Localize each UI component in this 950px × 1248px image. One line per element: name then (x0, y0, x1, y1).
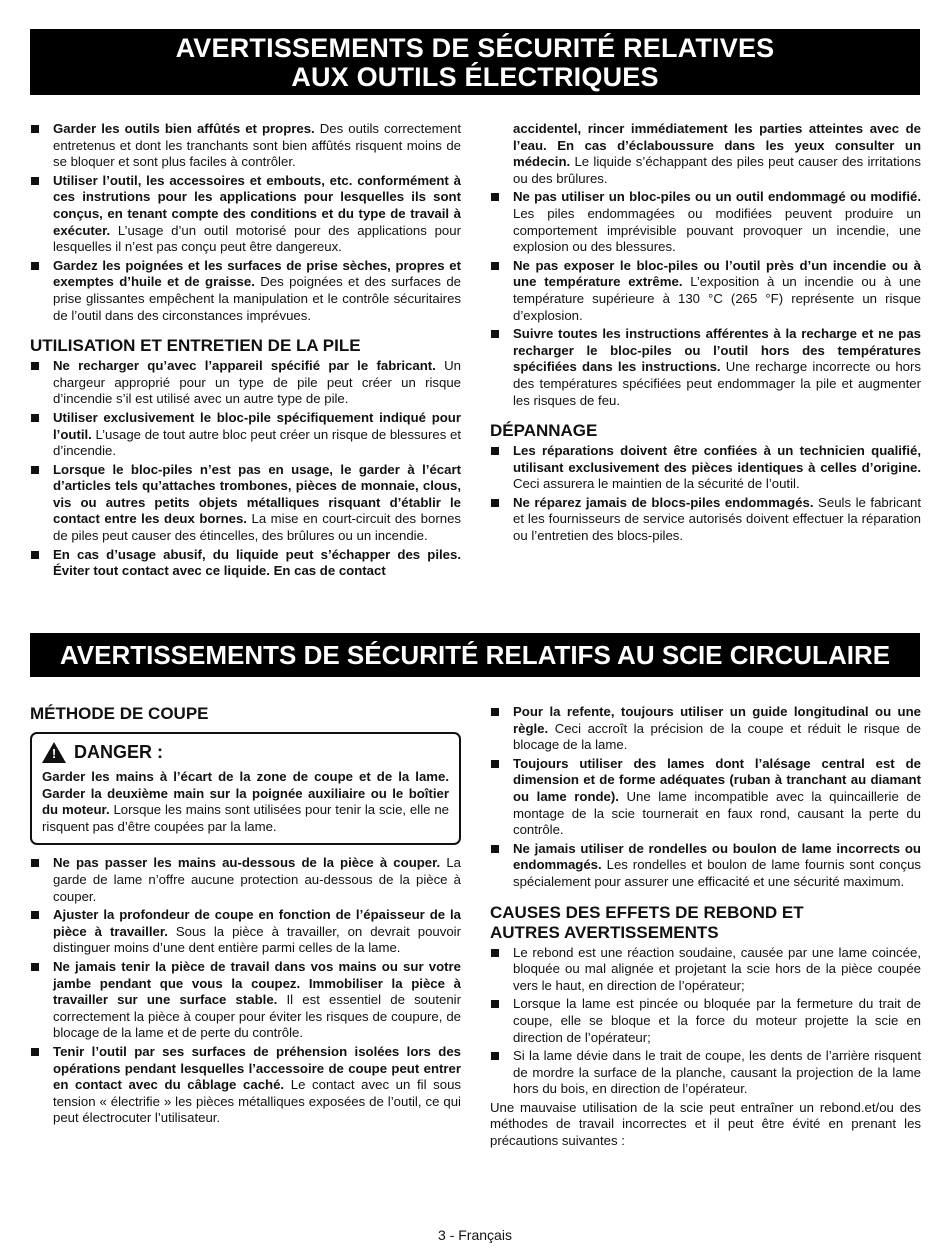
item-bold: Ne pas exposer le bloc-piles ou l’outil près d’un incendie ou à une température extrême. (513, 257, 921, 290)
item-bold: Gardez les poignées et les surfaces de prise sèches, propres et exemptes d’huile et de graisse. (53, 257, 461, 290)
danger-title: DANGER : (74, 742, 163, 763)
bullet-icon (31, 362, 39, 370)
bullet-icon (491, 760, 499, 768)
item-bold: Utiliser exclusivement le bloc-pile spécifiquement indiqué pour l’outil. (53, 409, 461, 442)
bullet-icon (31, 911, 39, 919)
item-text: Un chargeur approprié pour un type de pile peut créer un risque d’incendie s’il est utilisé avec un autre type de pile. (53, 358, 461, 407)
list-item (490, 756, 921, 839)
item-text: La garde de lame n’offre aucune protection au-dessous de la pièce à couper. (53, 855, 461, 904)
bullet-icon (491, 1052, 499, 1060)
list-item (30, 121, 461, 171)
item-bold: Utiliser l’outil, les accessoires et embouts, etc. conformément à ces instrutions pour les applications pour lesquelles ils sont conçus, en tenant compte des conditions et du type de travail à exécuter. (53, 172, 461, 238)
list-item (30, 907, 461, 957)
item-bold: Ne jamais tenir la pièce de travail dans vos mains ou sur votre jambe pendant que vous la coupez. Immobiliser la pièce à travailler sur une surface stable. (53, 958, 461, 1008)
item-text: L’exposition à un incendie ou à une température supérieure à 130 °C (265 °F) représente un risque d’explosion. (513, 274, 921, 323)
item-text: L’usage d’un outil motorisé pour des applications pour lesquelles il n’est pas conçu peut être dangereux. (53, 222, 461, 255)
item-bold: Ne réparez jamais de blocs-piles endommagés. (513, 494, 814, 510)
list-item (490, 258, 921, 324)
section-banner-circular-saw: AVERTISSEMENTS DE SÉCURITÉ RELATIFS AU SCIE CIRCULAIRE (30, 633, 920, 677)
column-right-2 (490, 704, 921, 1150)
bullet-icon (31, 125, 39, 133)
bullet-icon (31, 466, 39, 474)
item-text: Les piles endommagées ou modifiées peuvent produire un comportement imprévisible pouvant provoquer un incendie, une explosion ou des blessures. (513, 205, 921, 255)
item-text: Ceci assurera le maintien de la sécurité de l’outil. (513, 476, 800, 492)
list-item (30, 959, 461, 1042)
item-text: Les rondelles et boulon de lame fournis sont conçus spécialement pour assurer une efficacité et une sécurité maximum. (513, 857, 921, 889)
item-bold: Tenir l’outil par ses surfaces de préhension isolées lors des opérations pendant lesquelles l’accessoire de coupe peut entrer en contact avec du câblage caché. (53, 1043, 461, 1093)
bullet-icon (31, 859, 39, 867)
item-bold: Ne pas utiliser un bloc-piles ou un outil endommagé ou modifié. (513, 189, 921, 205)
page-footer: 3 - Français (438, 1227, 512, 1243)
heading-rebond (490, 903, 921, 943)
bullet-icon (31, 1048, 39, 1056)
danger-bold: Garder les mains à l’écart de la zone de coupe et de la lame. Garder la deuxième main sur la poignée auxiliaire ou le boîtier du moteur. (42, 769, 449, 818)
bullet-icon (491, 1000, 499, 1008)
rebond-paragraph: Une mauvaise utilisation de la scie peut entraîner un rebond.et/ou des méthodes de travail incorrectes et il peut être évité en prenant les précautions suivantes : (490, 1099, 921, 1149)
bullet-icon (491, 447, 499, 455)
heading-pile: UTILISATION ET ENTRETIEN DE LA PILE (30, 336, 361, 356)
item-text: Le contact avec un fil sous tension « électrifie » les pièces métalliques exposées de l’outil, ce qui peut électrocuter l’utilisateur. (53, 1077, 461, 1126)
item-text: La mise en court-circuit des bornes de piles peut causer des étincelles, des brûlures ou un incendie. (53, 511, 461, 544)
bullet-icon (31, 177, 39, 185)
bullet-icon (491, 708, 499, 716)
section-banner-power-tools (30, 29, 920, 95)
heading-depannage: DÉPANNAGE (490, 421, 598, 441)
item-text: Il est essentiel de soutenir correctement la pièce à couper pour éviter les risques de coupure, de blocage de la lame et de perte du contrôle. (53, 992, 461, 1041)
list-item (490, 704, 921, 754)
heading-methode: MÉTHODE DE COUPE (30, 704, 209, 723)
list-item (30, 358, 461, 408)
item-text: L’usage de tout autre bloc peut créer un risque de blessures et d’incendie. (53, 426, 461, 459)
item-text: Ceci accroît la précision de la coupe et réduit le risque de blocage de la lame. (513, 720, 921, 753)
bullet-icon (31, 551, 39, 559)
list-item (490, 495, 921, 545)
banner-line-1: AVERTISSEMENTS DE SÉCURITÉ RELATIVES (175, 33, 775, 63)
danger-text (42, 769, 449, 835)
bullet-icon (491, 262, 499, 270)
heading-rebond-line-2: AUTRES AVERTISSEMENTS (490, 922, 719, 942)
list-item (490, 841, 921, 891)
item-bold: Suivre toutes les instructions afférentes à la recharge et ne pas recharger le bloc-piles ou l’outil hors des températures spécifiées dans les instructions. (513, 326, 921, 375)
item-text: Si la lame dévie dans le trait de coupe, les dents de l’arrière risquent de mordre la surface de la planche, causant la projection de la lame hors du bois, en direction de l’opérateur. (513, 1048, 921, 1097)
heading-rebond-line-1: CAUSES DES EFFETS DE REBOND ET (490, 902, 804, 922)
bullet-icon (491, 330, 499, 338)
item-bold: Lorsque le bloc-piles n’est pas en usage, le garder à l’écart d’articles tels qu’attaches trombones, pièces de monnaie, clous, vis ou autres petits objets métalliques risquant d’établir le contact entre les deux bornes. (53, 461, 461, 527)
item-text: Seuls le fabricant et les fournisseurs de service autorisés doivent effectuer la réparation ou l’entretien des blocs-piles. (513, 494, 921, 544)
list-item (490, 189, 921, 255)
bullet-icon (31, 963, 39, 971)
item-text: Le liquide s’échappant des piles peut causer des irritations ou des brûlures. (513, 154, 921, 186)
item-text: Une recharge incorrecte ou hors des températures spécifiées peut endommager la pile et augmenter les risques de feu. (513, 359, 921, 408)
list-item (490, 326, 921, 409)
list-item (30, 258, 461, 324)
item-bold: Ajuster la profondeur de coupe en fonction de l’épaisseur de la pièce à travailler. (53, 907, 461, 939)
item-text: Des outils correctement entretenus et dont les tranchants sont bien affûtés risquent moins de se bloquer et sont plus faciles à contrôler. (53, 121, 462, 170)
item-text: Des poignées et des surfaces de prise glissantes empêchent la manipulation et le contrôle sécuritaires de l’outil dans des circonstances imprévues. (53, 274, 462, 323)
danger-box (30, 732, 461, 845)
list-item (490, 996, 921, 1046)
list-item (30, 1044, 461, 1127)
item-bold: Ne recharger qu’avec l’appareil spécifié par le fabricant. (53, 358, 436, 374)
bullet-icon (491, 499, 499, 507)
item-bold: accidentel, rincer immédiatement les parties atteintes avec de l’eau. En cas d’éclaboussure dans les yeux consulter un médecin. (513, 121, 921, 170)
bullet-icon (31, 262, 39, 270)
danger-body: Lorsque les mains sont utilisées pour tenir la scie, elle ne risquent pas d’être coupées par la lame. (42, 802, 449, 834)
column-left-1 (30, 121, 461, 582)
list-item (30, 173, 461, 256)
item-text: Lorsque la lame est pincée ou bloquée par la fermeture du trait de coupe, elle se bloque et la force du moteur projette la scie en direction de l’opérateur; (513, 996, 921, 1045)
bullet-icon (491, 845, 499, 853)
list-item (30, 855, 461, 905)
item-bold: Pour la refente, toujours utiliser un guide longitudinal ou une règle. (513, 704, 921, 736)
item-bold: Ne pas passer les mains au-dessous de la pièce à couper. (53, 855, 441, 871)
list-item (30, 410, 461, 460)
list-item (490, 443, 921, 493)
bullet-icon (491, 949, 499, 957)
item-text: Sous la pièce à travailler, on devrait pouvoir distinguer moins d’une dent entière parmi celles de la lame. (53, 923, 461, 956)
item-bold: Les réparations doivent être confiées à un technicien qualifié, utilisant exclusivement des pièces identiques à celles d’origine. (513, 443, 921, 475)
item-bold: Garder les outils bien affûtés et propres. (53, 121, 315, 136)
column-left-2 (30, 704, 461, 1129)
column-right-1 (490, 121, 921, 547)
banner-line-2: AUX OUTILS ÉLECTRIQUES (291, 62, 659, 92)
list-item (490, 1048, 921, 1098)
list-item (30, 462, 461, 545)
list-item-continued (490, 121, 921, 187)
danger-header (42, 742, 449, 763)
list-item (30, 547, 461, 580)
bullet-icon (491, 193, 499, 201)
warning-triangle-icon: ! (42, 742, 66, 763)
item-bold: Ne jamais utiliser de rondelles ou boulon de lame incorrects ou endommagés. (513, 840, 921, 873)
item-text: Le rebond est une réaction soudaine, causée par une lame coincée, bloquée ou mal alignée et projetant la scie hors de la pièce coupée vers le haut, en direction de l’opérateur; (513, 944, 921, 993)
item-bold: Toujours utiliser des lames dont l’alésage central est de dimension et de forme adéquates (ruban à tranchant au diamant ou lame ronde). (513, 755, 921, 804)
item-bold: En cas d’usage abusif, du liquide peut s’échapper des piles. Éviter tout contact avec ce liquide. En cas de contact (53, 546, 461, 579)
item-text: Une lame incompatible avec la quincaillerie de montage de la scie tournerait en faux rond, causant la perte du contrôle. (513, 788, 922, 838)
bullet-icon (31, 414, 39, 422)
list-item (490, 945, 921, 995)
